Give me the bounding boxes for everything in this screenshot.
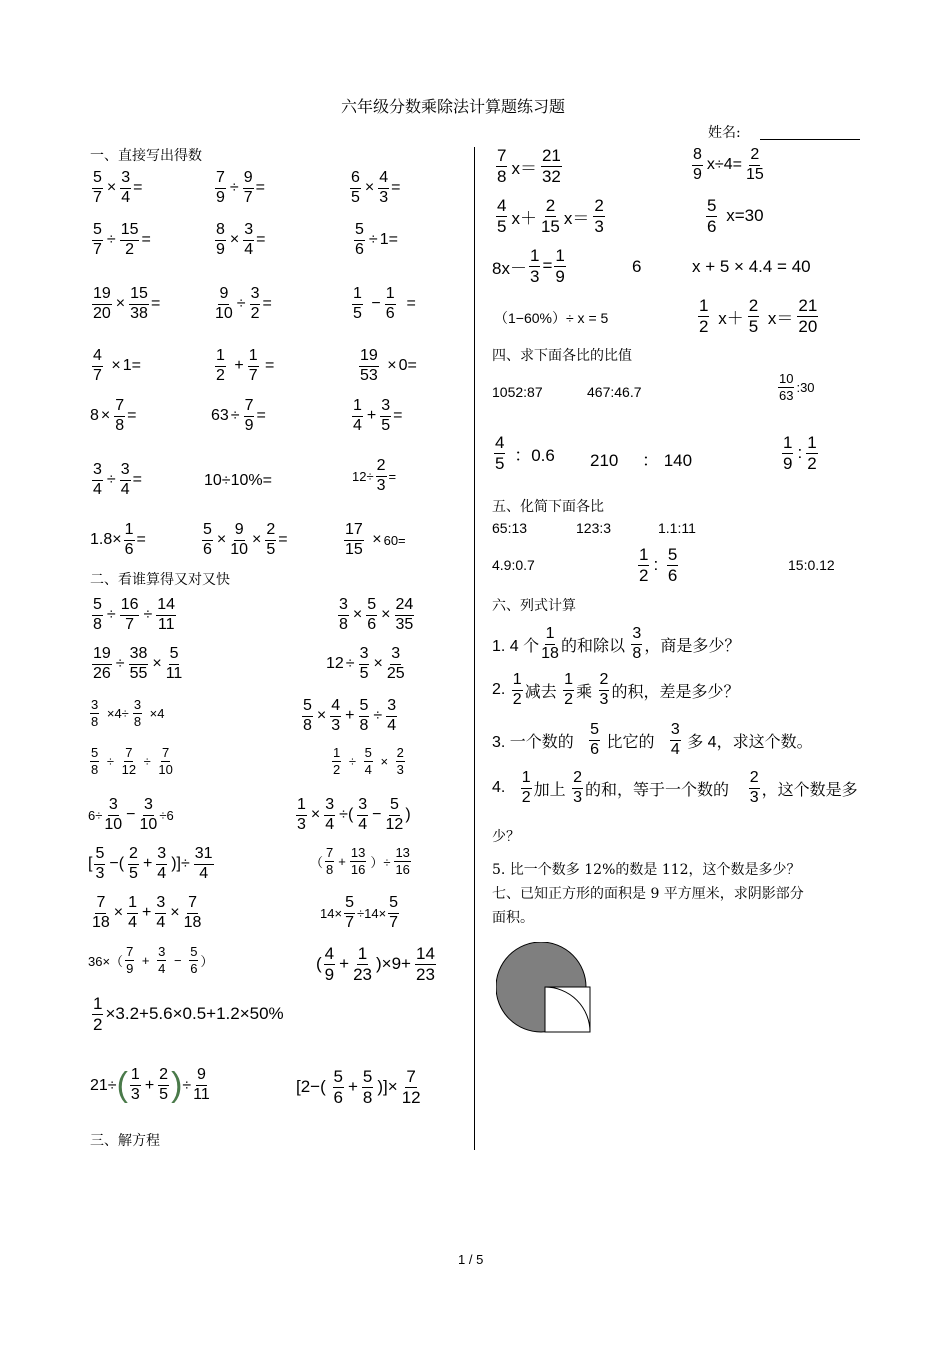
s3-item-2: 8 9 x÷4= $\frac{2}{15}$ — [693, 146, 764, 183]
s2-item-10: $\frac{1}{3}$ × $\frac{3}{4}$ ÷( 3 4 − $\frac{5}{12}$ ) — [297, 796, 411, 833]
s4-item-3: 10 63 :30 — [779, 371, 815, 403]
s6-question-1: 1. 4 个 1 18 的和除以 3 8 ，商是多少？ — [492, 625, 741, 662]
section-4-heading: 四、求下面各比的比值 — [492, 348, 632, 364]
s1-item-6: $\frac{5}{6}$ ÷ 1= — [355, 221, 398, 258]
page-number: 1 / 5 — [458, 1252, 484, 1267]
s3-item-7: x + 5 × 4.4 = 40 — [692, 257, 811, 276]
s1-item-14: 63 ÷ $\frac{7}{9}$ = — [211, 397, 266, 434]
s1-item-7: $\frac{19}{20}$ × $\frac{15}{38}$ = — [93, 285, 161, 322]
s2-item-15: 36×（ 7 9 + $\frac{3}{4}$ − $\frac{5}{6}$ ） — [88, 944, 214, 976]
s4-item-1: 1052:87 — [492, 384, 543, 400]
s4-item-6: 1 9 : 1 2 — [783, 433, 817, 473]
figure-square — [545, 987, 590, 1032]
s1-item-19: 1.8× $\frac{1}{6}$ = — [90, 521, 146, 558]
column-divider — [474, 147, 475, 1150]
s2-item-7: $\frac{5}{8}$ ÷ $\frac{7}{12}$ ÷ $\frac{7}{10}$ — [91, 745, 173, 777]
s1-item-3: $\frac{6}{5}$ × $\frac{4}{3}$ = — [351, 169, 401, 206]
section-7-heading-cont: 面积。 — [492, 910, 534, 926]
s4-item-5: 210 ： 140 — [590, 451, 693, 470]
s2-item-9: 6÷ $\frac{3}{10}$ − $\frac{3}{10}$ ÷6 — [88, 796, 174, 833]
s2-item-2: $\frac{3}{8}$ × $\frac{5}{6}$ × $\frac{24}{35}$ — [339, 596, 414, 633]
s3-item-1: 7 8 x＝ 21 32 — [497, 146, 561, 186]
s6-question-2: 2. 1 2 减去 1 2 乘 2 3 的积，差是多少？ — [492, 671, 740, 708]
s1-item-11: 1 2 + $\frac{1}{7}$ = — [216, 347, 275, 384]
s2-item-4: 12 ÷ $\frac{3}{5}$ × $\frac{3}{25}$ — [326, 645, 405, 682]
s2-item-11: [ 5 3 −( 2 5 + $\frac{3}{4}$ )]÷ $\frac{31}{4}$ — [88, 845, 213, 882]
s2-item-6: $\frac{5}{8}$ × $\frac{4}{3}$ + $\frac{5}{8}$ ÷ $\frac{3}{4}$ — [303, 697, 397, 734]
s1-item-2: $\frac{7}{9}$ ÷ $\frac{9}{7}$ = — [216, 169, 265, 206]
s3-item-8: （1−60%）÷ x = 5 — [494, 310, 609, 326]
s5-item-3: 1.1:11 — [658, 520, 696, 536]
s2-item-12: （ 7 8 + $\frac{13}{16}$ ）÷ $\frac{13}{16}$ — [310, 845, 410, 877]
section-5-heading: 五、化简下面各比 — [492, 499, 604, 515]
s5-item-4: 4.9:0.7 — [492, 557, 535, 573]
s2-item-13: $\frac{7}{18}$ × $\frac{1}{4}$ + $\frac{3}{4}$ × $\frac{7}{18}$ — [92, 894, 202, 931]
s5-item-1: 65:13 — [492, 520, 528, 536]
s1-item-4: $\frac{5}{7}$ ÷ $\frac{15}{2}$ = — [93, 221, 151, 258]
s5-item-6: 15:0.12 — [788, 557, 835, 573]
s3-item-5: 8x－ $\frac{1}{3}$ = $\frac{1}{9}$ — [492, 246, 565, 286]
section-7-heading: 七、已知正方形的面积是 9 平方厘米，求阴影部分 — [492, 886, 804, 902]
s1-item-16: $\frac{3}{4}$ ÷ $\frac{3}{4}$ = — [93, 461, 142, 498]
s1-item-10: $\frac{4}{7}$ × 1= — [93, 347, 141, 384]
s1-item-8: $\frac{9}{10}$ ÷ $\frac{3}{2}$ = — [215, 285, 272, 322]
s1-item-21: $\frac{17}{15}$ × 60= — [345, 521, 406, 558]
s2-item-1: $\frac{5}{8}$ ÷ $\frac{16}{7}$ ÷ $\frac{14}{11}$ — [93, 596, 176, 633]
section-6-heading: 六、列式计算 — [492, 598, 576, 614]
s2-item-18: 21÷ ( 1 3 + $\frac{2}{5}$ ) ÷ $\frac{9}{11}$ — [90, 1066, 210, 1104]
s1-item-1: $\frac{5}{7}$ × $\frac{3}{4}$ = — [93, 169, 143, 206]
s1-item-20: $\frac{5}{6}$ × $\frac{9}{10}$ × $\frac{2}{5}$ = — [203, 521, 288, 558]
s6-question-4-cont: 少？ — [492, 829, 520, 845]
section-2-heading: 二、看谁算得又对又快 — [90, 572, 230, 588]
s2-item-14: 14× $\frac{5}{7}$ ÷14× $\frac{5}{7}$ — [320, 894, 399, 931]
s1-item-12: $\frac{19}{53}$ × 0= — [360, 347, 417, 384]
s3-item-9: 1 2 x＋ 2 5 x＝ 21 20 — [699, 296, 818, 336]
s2-item-5: $\frac{3}{8}$ ×4÷ $\frac{3}{8}$ ×4 — [91, 697, 165, 729]
s2-item-3: $\frac{19}{26}$ ÷ $\frac{38}{55}$ × $\frac{5}{11}$ — [93, 645, 183, 682]
s5-item-2: 123:3 — [576, 520, 612, 536]
s2-item-8: $\frac{1}{2}$ ÷ $\frac{5}{4}$ × $\frac{2}{3}$ — [333, 745, 404, 777]
section-3-heading: 三、解方程 — [90, 1133, 160, 1149]
s3-item-4: 5 6 x=30 — [707, 196, 764, 236]
section-1-heading: 一、直接写出得数 — [90, 148, 202, 164]
s6-question-4: 4. 1 2 加上 2 3 的和，等于一个数的 2 3 ，这个数是多 — [492, 769, 858, 806]
s2-item-19: [2−( 5 6 + $\frac{5}{8}$ )]× $\frac{7}{12}$ — [296, 1067, 421, 1107]
s1-item-17: 10÷10%= — [204, 472, 272, 489]
shaded-area-figure — [496, 942, 596, 1037]
s2-item-16: ( 4 9 + $\frac{1}{23}$ )×9+ $\frac{14}{23}$ — [316, 944, 435, 984]
s4-item-4: 4 5 ：0.6 — [495, 433, 555, 473]
s5-item-5: 1 2 : 5 6 — [639, 545, 678, 585]
s6-question-3: 3. 一个数的 5 6 比它的 3 4 多 4，求这个数。 — [492, 721, 813, 758]
s1-item-15: 1 4 + $\frac{3}{5}$ = — [353, 397, 403, 434]
s6-question-5: 5. 比一个数多 12%的数是 112，这个数是多少？ — [492, 862, 801, 878]
name-label: 姓名: — [708, 125, 741, 141]
s1-item-9: 1 5 − $\frac{1}{6}$ = — [353, 285, 416, 322]
page-title: 六年级分数乘除法计算题练习题 — [341, 97, 566, 116]
s4-item-2: 467:46.7 — [587, 384, 642, 400]
s1-item-18: 12÷ $\frac{2}{3}$ = — [352, 457, 397, 494]
name-underline — [760, 139, 860, 140]
s2-item-17: $\frac{1}{2}$ ×3.2+5.6×0.5+1.2×50% — [93, 994, 284, 1034]
s1-item-5: $\frac{8}{9}$ × $\frac{3}{4}$ = — [216, 221, 266, 258]
s1-item-13: 8 × $\frac{7}{8}$ = — [90, 397, 137, 434]
s3-item-3: 4 5 x＋ 2 15 x＝ 2 3 — [497, 196, 604, 236]
s3-item-6: 6 — [632, 257, 642, 276]
